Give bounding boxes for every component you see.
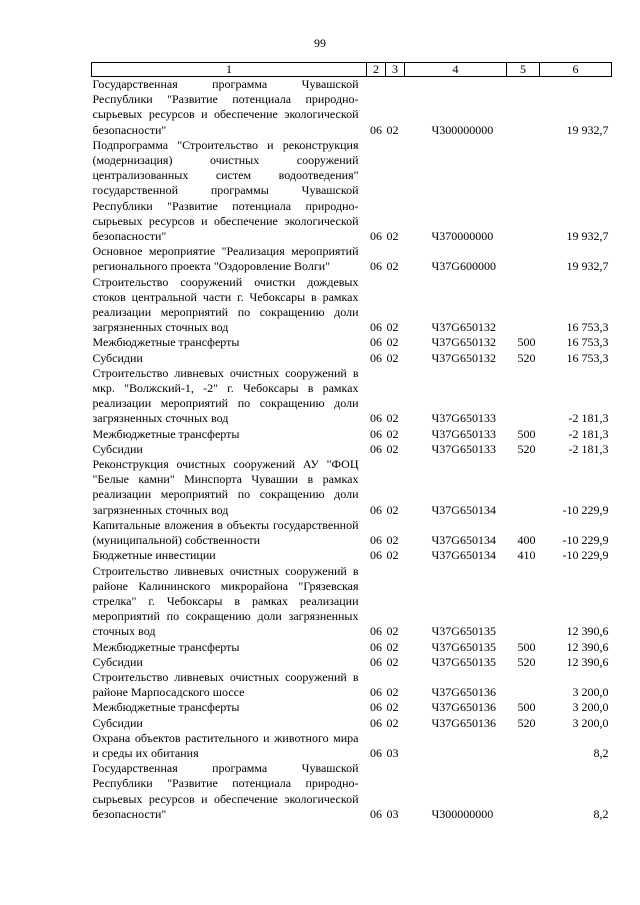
- row-name-cell: Строительство ливневых очистных сооружений в районе Калининского микрорайона "Грязевская стрелка" г. Чебоксары в рамках реализации мероприятий по сокращению доли загрязненных сточных вод: [92, 563, 359, 639]
- table-row: [92, 275, 612, 336]
- row-subsection-cell: 02: [386, 335, 399, 350]
- row-subsection-cell: 02: [386, 639, 399, 654]
- row-amount-cell: -2 181,3: [568, 441, 609, 456]
- row-target-code-cell: Ч37G650136: [431, 685, 496, 700]
- row-subsection-cell: 03: [386, 745, 399, 760]
- row-name-cell: Капитальные вложения в объекты государственной (муниципальной) собственности: [92, 517, 359, 548]
- row-name-cell: Субсидии: [92, 441, 143, 456]
- row-subsection-cell: 02: [386, 426, 399, 441]
- table-row: [92, 548, 612, 563]
- row-subsection-cell: 02: [386, 533, 399, 548]
- row-amount-cell: 12 390,6: [566, 654, 609, 669]
- row-section-cell: 06: [370, 745, 382, 760]
- row-section-cell: 06: [370, 654, 382, 669]
- row-expense-type-cell: 520: [517, 441, 536, 456]
- row-amount-cell: 12 390,6: [566, 624, 609, 639]
- row-expense-type-cell: [507, 138, 540, 244]
- row-subsection-cell: 02: [386, 350, 399, 365]
- row-section-cell: 06: [370, 502, 382, 517]
- row-amount-cell: 19 932,7: [566, 122, 609, 137]
- table-row: [92, 518, 612, 548]
- row-subsection-cell: 02: [386, 654, 399, 669]
- row-name-cell: Межбюджетные трансферты: [92, 700, 240, 715]
- table-row: [92, 366, 612, 427]
- row-target-code-cell: Ч300000000: [431, 806, 494, 821]
- table-row: [92, 640, 612, 655]
- table-row: [92, 731, 612, 761]
- header-row: [92, 63, 612, 77]
- page-number: 99: [314, 36, 326, 50]
- row-subsection-cell: 02: [386, 548, 399, 563]
- row-amount-cell: -10 229,9: [562, 502, 609, 517]
- row-name-cell: Государственная программа Чувашской Республики "Развитие потенциала природно-сырьевых ресурсов и обеспечение экологической безопасности": [92, 761, 359, 821]
- row-expense-type-cell: 520: [517, 715, 536, 730]
- row-expense-type-cell: 520: [517, 654, 536, 669]
- header-col-2: 2: [367, 63, 386, 77]
- row-expense-type-cell: [507, 670, 540, 700]
- row-subsection-cell: 02: [386, 715, 399, 730]
- row-section-cell: 06: [370, 700, 382, 715]
- row-target-code-cell: Ч300000000: [431, 122, 494, 137]
- row-name-cell: Основное мероприятие "Реализация мероприятий регионального проекта "Оздоровление Волги": [92, 244, 359, 274]
- row-section-cell: 06: [370, 259, 382, 274]
- row-target-code-cell: [405, 731, 507, 761]
- table-row: [92, 351, 612, 366]
- table-row: [92, 716, 612, 731]
- table-body: [92, 77, 612, 822]
- row-amount-cell: 19 932,7: [566, 229, 609, 244]
- row-amount-cell: 3 200,0: [572, 685, 609, 700]
- row-target-code-cell: Ч37G650136: [431, 715, 496, 730]
- row-target-code-cell: Ч37G650134: [431, 502, 496, 517]
- row-section-cell: 06: [370, 320, 382, 335]
- row-amount-cell: 3 200,0: [572, 715, 609, 730]
- row-subsection-cell: 02: [386, 320, 399, 335]
- row-target-code-cell: Ч37G650133: [431, 426, 496, 441]
- row-name-cell: Субсидии: [92, 654, 143, 669]
- header-col-4: 4: [405, 63, 507, 77]
- row-target-code-cell: Ч37G650132: [431, 335, 496, 350]
- row-amount-cell: 8,2: [593, 806, 609, 821]
- row-subsection-cell: 02: [386, 411, 399, 426]
- row-section-cell: 06: [370, 335, 382, 350]
- row-section-cell: 06: [370, 350, 382, 365]
- row-amount-cell: 16 753,3: [566, 320, 609, 335]
- table-row: [92, 670, 612, 700]
- row-expense-type-cell: 500: [517, 426, 536, 441]
- row-name-cell: Государственная программа Чувашской Республики "Развитие потенциала природно-сырьевых ресурсов и обеспечение экологической безопасности": [92, 77, 359, 137]
- row-section-cell: 06: [370, 441, 382, 456]
- row-target-code-cell: Ч370000000: [431, 229, 494, 244]
- table-row: [92, 761, 612, 822]
- row-subsection-cell: 02: [386, 259, 399, 274]
- row-section-cell: 06: [370, 533, 382, 548]
- row-expense-type-cell: [507, 761, 540, 822]
- row-name-cell: Субсидии: [92, 350, 143, 365]
- row-name-cell: Подпрограмма "Строительство и реконструкция (модернизация) очистных сооружений централизованных систем водоотведения" государственной программы Чувашской Республики "Развитие потенциала природно-сырьевых ресурсов и обеспечение экологической безопасности": [92, 137, 359, 244]
- row-expense-type-cell: [507, 564, 540, 640]
- row-section-cell: 06: [370, 806, 382, 821]
- table-row: [92, 138, 612, 244]
- row-subsection-cell: 02: [386, 700, 399, 715]
- row-amount-cell: 19 932,7: [566, 259, 609, 274]
- row-amount-cell: 16 753,3: [566, 335, 609, 350]
- row-amount-cell: 8,2: [593, 745, 609, 760]
- table-row: [92, 564, 612, 640]
- row-target-code-cell: Ч37G650134: [431, 548, 496, 563]
- table-row: [92, 700, 612, 715]
- row-section-cell: 06: [370, 411, 382, 426]
- table-row: [92, 77, 612, 138]
- row-subsection-cell: 02: [386, 229, 399, 244]
- row-name-cell: Бюджетные инвестиции: [92, 548, 216, 563]
- row-target-code-cell: Ч37G650134: [431, 533, 496, 548]
- row-target-code-cell: Ч37G650132: [431, 350, 496, 365]
- row-subsection-cell: 02: [386, 122, 399, 137]
- header-col-6: 6: [540, 63, 612, 77]
- header-col-3: 3: [386, 63, 405, 77]
- row-amount-cell: 12 390,6: [566, 639, 609, 654]
- row-expense-type-cell: [507, 244, 540, 274]
- row-target-code-cell: Ч37G650132: [431, 320, 496, 335]
- row-target-code-cell: Ч37G600000: [431, 259, 496, 274]
- row-name-cell: Межбюджетные трансферты: [92, 335, 240, 350]
- row-target-code-cell: Ч37G650136: [431, 700, 496, 715]
- row-name-cell: Межбюджетные трансферты: [92, 639, 240, 654]
- row-section-cell: 06: [370, 685, 382, 700]
- row-target-code-cell: Ч37G650135: [431, 624, 496, 639]
- table-header: [92, 63, 612, 77]
- row-target-code-cell: Ч37G650133: [431, 411, 496, 426]
- row-name-cell: Строительство сооружений очистки дождевых стоков центральной части г. Чебоксары в рамках реализации мероприятий по сокращению доли загрязненных сточных вод: [92, 274, 359, 335]
- row-target-code-cell: Ч37G650135: [431, 639, 496, 654]
- row-subsection-cell: 02: [386, 441, 399, 456]
- row-name-cell: Межбюджетные трансферты: [92, 426, 240, 441]
- row-section-cell: 06: [370, 715, 382, 730]
- row-name-cell: Строительство ливневых очистных сооружений в мкр. "Волжский-1, -2" г. Чебоксары в рамках реализации мероприятий по сокращению доли загрязненных сточных вод: [92, 365, 359, 426]
- row-section-cell: 06: [370, 639, 382, 654]
- row-amount-cell: -10 229,9: [562, 533, 609, 548]
- row-expense-type-cell: 500: [517, 335, 536, 350]
- row-section-cell: 06: [370, 548, 382, 563]
- header-col-1: 1: [92, 63, 367, 77]
- row-target-code-cell: Ч37G650133: [431, 441, 496, 456]
- row-name-cell: Реконструкция очистных сооружений АУ "ФОЦ "Белые камни" Минспорта Чувашии в рамках реализации мероприятий по сокращению доли загрязненных сточных вод: [92, 457, 359, 517]
- row-name-cell: Охрана объектов растительного и животного мира и среды их обитания: [92, 730, 359, 760]
- row-name-cell: Строительство ливневых очистных сооружений в районе Марпосадского шоссе: [92, 669, 359, 700]
- header-col-5: 5: [507, 63, 540, 77]
- table-row: [92, 442, 612, 457]
- row-expense-type-cell: [507, 731, 540, 761]
- row-section-cell: 06: [370, 229, 382, 244]
- row-expense-type-cell: [507, 275, 540, 336]
- row-expense-type-cell: 520: [517, 350, 536, 365]
- row-section-cell: 06: [370, 122, 382, 137]
- row-name-cell: Субсидии: [92, 715, 143, 730]
- row-section-cell: 06: [370, 426, 382, 441]
- budget-table: [91, 62, 612, 822]
- row-expense-type-cell: [507, 77, 540, 138]
- table-row: [92, 244, 612, 274]
- row-expense-type-cell: 400: [517, 533, 536, 548]
- row-section-cell: 06: [370, 624, 382, 639]
- row-expense-type-cell: [507, 366, 540, 427]
- row-subsection-cell: 02: [386, 624, 399, 639]
- table-row: [92, 335, 612, 350]
- row-expense-type-cell: 500: [517, 639, 536, 654]
- row-expense-type-cell: [507, 457, 540, 518]
- row-subsection-cell: 03: [386, 806, 399, 821]
- row-expense-type-cell: 410: [517, 548, 536, 563]
- row-amount-cell: 16 753,3: [566, 350, 609, 365]
- table-row: [92, 427, 612, 442]
- row-amount-cell: -10 229,9: [562, 548, 609, 563]
- row-expense-type-cell: 500: [517, 700, 536, 715]
- row-amount-cell: -2 181,3: [568, 411, 609, 426]
- table-row: [92, 655, 612, 670]
- row-subsection-cell: 02: [386, 502, 399, 517]
- row-target-code-cell: Ч37G650135: [431, 654, 496, 669]
- row-amount-cell: -2 181,3: [568, 426, 609, 441]
- table-row: [92, 457, 612, 518]
- row-subsection-cell: 02: [386, 685, 399, 700]
- row-amount-cell: 3 200,0: [572, 700, 609, 715]
